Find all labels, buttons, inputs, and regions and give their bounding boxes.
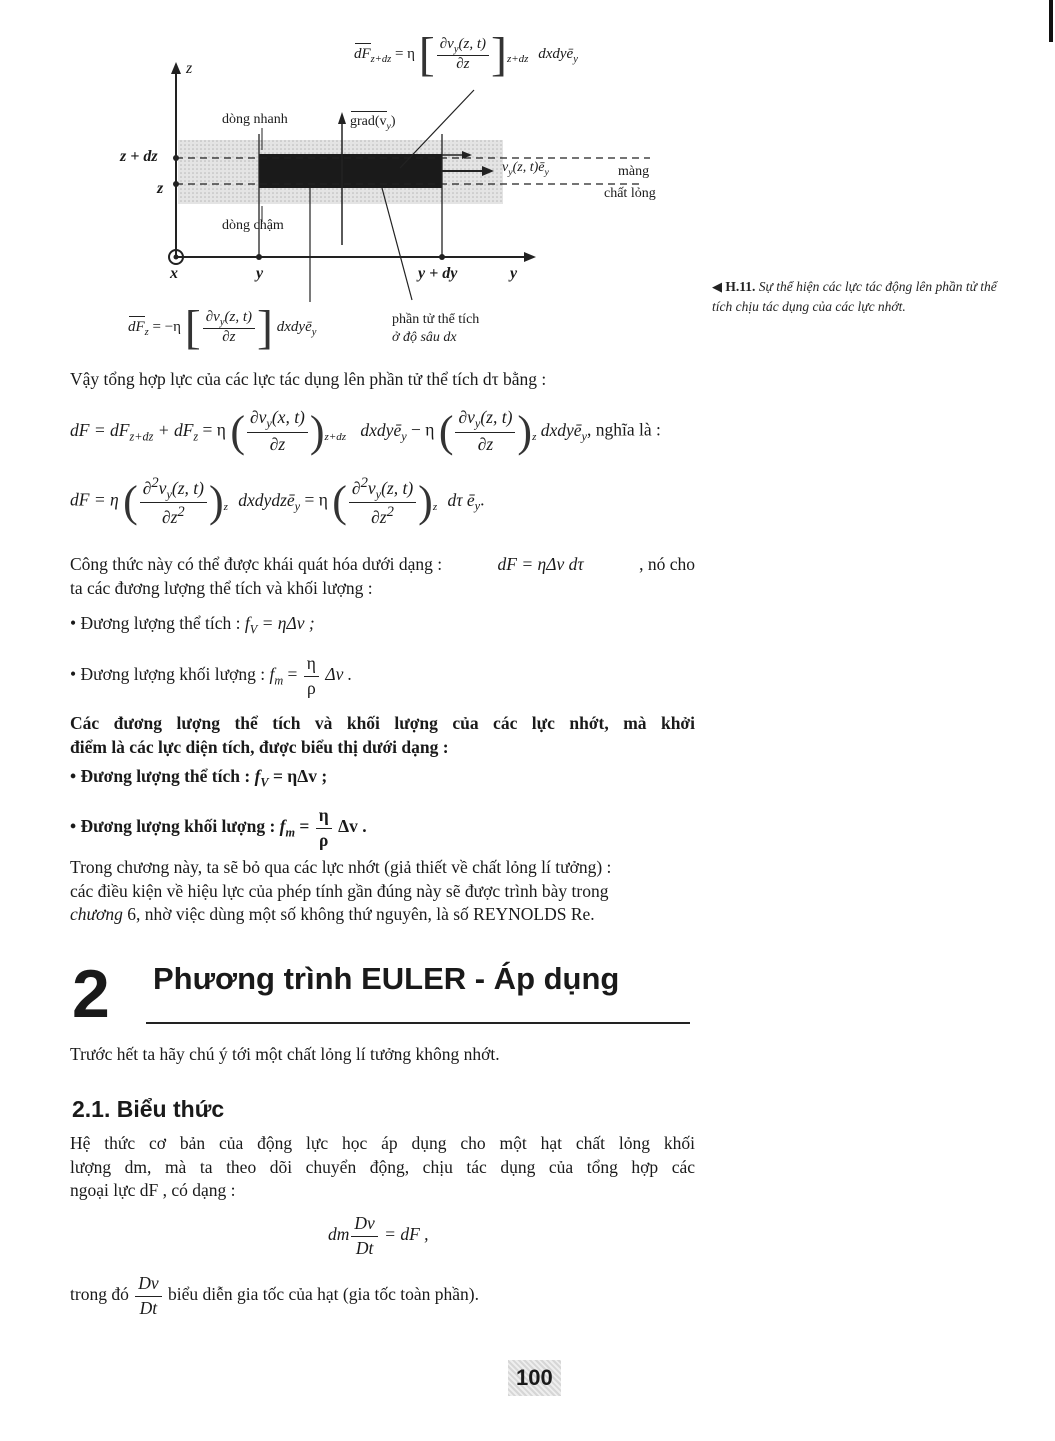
- z-label: z: [157, 180, 164, 197]
- axis-y-dy-label: y + dy: [418, 265, 458, 282]
- chapter-number: 2: [72, 956, 110, 1032]
- slow-flow-label: dòng chậm: [222, 218, 284, 233]
- intro-paragraph: Trước hết ta hãy chú ý tới một chất lỏng lí tưởng không nhớt.: [70, 1044, 500, 1064]
- axis-y-end-label: y: [510, 265, 518, 282]
- equation-total-force: dF = $dF_{z+dz} + dF_z = \eta$ ( $\frac{\partial v_y(x, t)}{\partial z}$ )$_{z+dz}$ dxdyē$_y$ − η ( $\frac{\partial v_y(z, t)}{\partial z}$ )$_z$ dxdyē$_y$, nghĩa là :: [70, 407, 661, 456]
- element-label-1: phần tử thể tích: [392, 312, 480, 327]
- fast-flow-label: dòng nhanh: [222, 112, 288, 127]
- bold-summary-paragraph: Các đương lượng thể tích và khối lượng của các lực nhớt, mà khởi điểm là các lực diện tích, được biểu thị dưới dạng :: [70, 713, 695, 757]
- figure-h11: [0, 0, 700, 370]
- bullet-mass-equivalent: • Đương lượng khối lượng : $f_m$ = $\frac{\eta}{\rho}$ Δv .: [70, 653, 353, 698]
- film-label-1: màng: [618, 164, 650, 179]
- force-bottom-formula: $dF_z = -\eta$ [ $\frac{\partial v_y(z, t)}{\partial z}$ ] dxdyē$_y$: [128, 301, 317, 354]
- arrow-head-icon: [338, 112, 346, 124]
- page-edge-mark: [1049, 0, 1053, 42]
- axis-z-label: z: [186, 60, 193, 77]
- axis-x-label: x: [170, 265, 178, 282]
- figure-caption: ◀ H.11. Sự thể hiện các lực tác động lên phần tử thể tích chịu tác dụng của các lực nhớt.: [712, 279, 997, 314]
- paragraph-acceleration: trong đó $\frac{Dv}{Dt}$ biểu diễn gia tốc của hạt (gia tốc toàn phần).: [70, 1273, 479, 1318]
- paragraph-ideal-fluid: Trong chương này, ta sẽ bỏ qua các lực nhớt (giả thiết về chất lỏng lí tưởng) : các điều kiện về hiệu lực của phép tính gần đúng này sẽ được trình bày trong chương 6, nhờ việc dùng một số không thứ nguyên, là số REYNOLDS Re.: [70, 857, 612, 925]
- paragraph-generalized: Công thức này có thể được khái quát hóa dưới dạng : dF = ηΔv dτ , nó cho ta các đương lượng thể tích và khối lượng :: [70, 554, 695, 598]
- bold-bullet-mass: • Đương lượng khối lượng : $f_m$ = $\frac{\eta}{\rho}$ Δv .: [70, 805, 367, 850]
- equation-newton: dm $\frac{Dv}{Dt}$ = dF ,: [328, 1213, 429, 1258]
- element-label-2: ở độ sâu dx: [392, 330, 457, 345]
- paragraph-dynamics: Hệ thức cơ bản của động lực học áp dụng cho một hạt chất lỏng khối lượng dm, mà ta theo dõi chuyển động, chịu tác dụng của tổng hợp các ngoại lực dF , có dạng :: [70, 1133, 695, 1201]
- bullet-volume-equivalent: • Đương lượng thể tích : $f_V = \eta\Delta v$ ;: [70, 613, 315, 637]
- caption-marker-icon: ◀: [712, 279, 722, 294]
- axis-y-label: y: [256, 265, 264, 282]
- velocity-label: $v_y(z$, $t)ē_y$: [502, 160, 549, 178]
- force-top-formula: $dF_{z+dz} = \eta$ [ $\frac{\partial v_y(z, t)}{\partial z}$ ]$_{z+dz}$ dxdyē$_y$: [354, 28, 578, 81]
- element-pointer: [382, 188, 412, 300]
- grad-label: $grad(v_y)$: [350, 114, 396, 132]
- z-dz-label: z + dz: [120, 148, 158, 165]
- section-title: 2.1. Biểu thức: [72, 1096, 225, 1122]
- arrow-head-icon: [171, 62, 181, 74]
- volume-element: [259, 154, 442, 188]
- film-label-2: chất lỏng: [604, 186, 656, 201]
- arrow-head-icon: [524, 252, 536, 262]
- page-number: 100: [508, 1360, 561, 1396]
- chapter-rule: [146, 1022, 690, 1024]
- equation-second-derivative: dF = η ( $\frac{\partial^2v_y(z, t)}{\partial z^2}$ )$_z$ dxdydzē$_y$ = η ( $\frac{\partial^2v_y(z, t)}{\partial z^2}$ )$_z$ dτ $ē_y$.: [70, 474, 485, 528]
- flow-diagram: [0, 0, 700, 370]
- paragraph-total-force: Vậy tổng hợp lực của các lực tác dụng lên phần tử thể tích dτ bằng :: [70, 369, 547, 389]
- chapter-title: Phương trình EULER - Áp dụng: [153, 961, 620, 996]
- bold-bullet-volume: • Đương lượng thể tích : $f_V = \eta\Delta v$ ;: [70, 766, 328, 790]
